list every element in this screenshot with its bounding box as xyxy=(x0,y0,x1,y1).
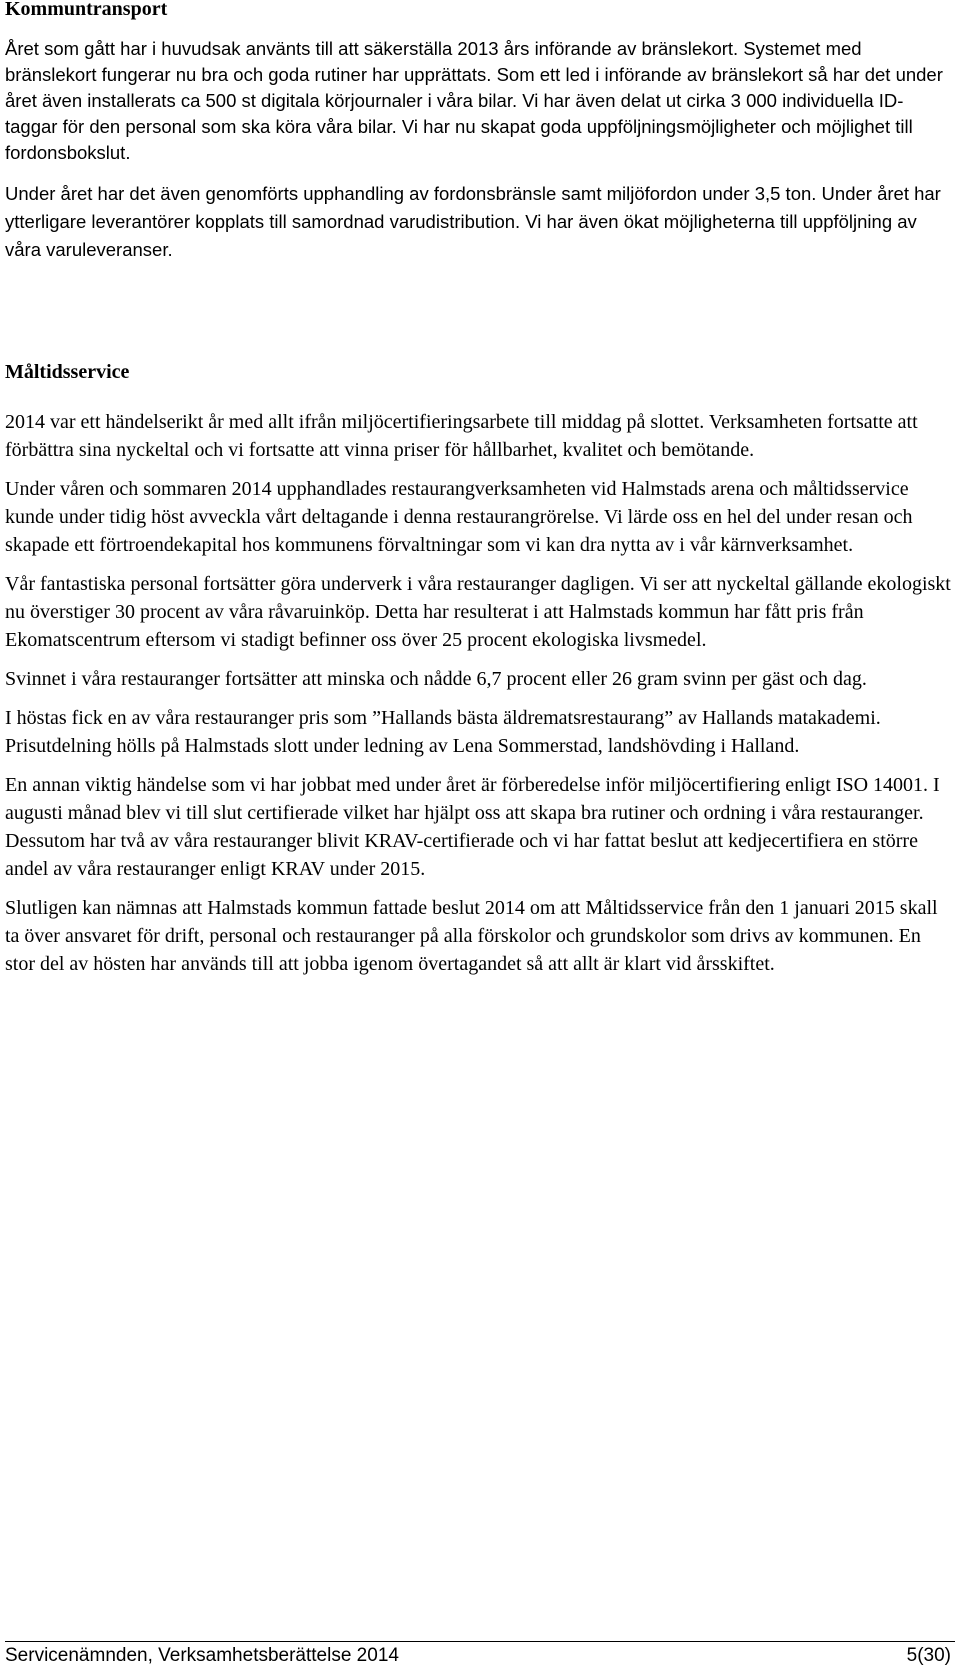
paragraph: Under våren och sommaren 2014 upphandlades restaurangverksamheten vid Halmstads arena och måltidsservice kunde under tidig höst avveckla vårt deltagande i denna restaurangrörelse. Vi lärde oss en hel del under resan och skapade ett förtroendekapital hos kommunens förvaltningar som vi kan dra nytta av i vår kärnverksamhet. xyxy=(5,478,913,556)
page-footer xyxy=(5,1641,955,1668)
footer-page-number: 5(30) xyxy=(906,1645,951,1666)
paragraph: I höstas fick en av våra restauranger pris som ”Hallands bästa äldrematsrestaurang” av Hallands matakademi. Prisutdelning hölls på Halmstads slott under ledning av Lena Sommerstad, landshövding i Halland. xyxy=(5,707,881,757)
section-heading: Kommuntransport xyxy=(5,0,168,20)
paragraph: 2014 var ett händelserikt år med allt ifrån miljöcertifieringsarbete till middag på slottet. Verksamheten fortsatte att förbättra sina nyckeltal och vi fortsatte att vinna priser för hållbarhet, kvalitet och bemötande. xyxy=(5,411,918,461)
paragraph: En annan viktig händelse som vi har jobbat med under året är förberedelse inför miljöcertifiering enligt ISO 14001. I augusti månad blev vi till slut certifierade vilket har hjälpt oss att skapa bra rutiner och ordning i våra restauranger. Dessutom har två av våra restauranger blivit KRAV-certifierade och vi har fattat beslut att kedjecertifiera en större andel av våra restauranger enligt KRAV under 2015. xyxy=(5,774,940,880)
paragraph: Under året har det även genomförts upphandling av fordonsbränsle samt miljöfordon under 3,5 ton. Under året har ytterligare leverantörer kopplats till samordnad varudistribution. Vi har även ökat möjligheterna till uppföljning av våra varuleveranser. xyxy=(5,183,941,260)
section-heading: Måltidsservice xyxy=(5,361,130,383)
paragraph: Svinnet i våra restauranger fortsätter att minska och nådde 6,7 procent eller 26 gram svinn per gäst och dag. xyxy=(5,668,867,690)
section-maltidsservice xyxy=(5,408,955,989)
paragraph: Slutligen kan nämnas att Halmstads kommun fattade beslut 2014 om att Måltidsservice från den 1 januari 2015 skall ta över ansvaret för drift, personal och restauranger på alla förskolor och grundskolor som drivs av kommunen. En stor del av hösten har används till att jobba igenom övertagandet så att allt är klart vid årsskiftet. xyxy=(5,897,938,975)
paragraph: Vår fantastiska personal fortsätter göra underverk i våra restauranger dagligen. Vi ser att nyckeltal gällande ekologiskt nu överstiger 30 procent av våra råvaruinköp. Detta har resulterat i att Halmstads kommun har fått pris från Ekomatscentrum eftersom vi stadigt befinner oss över 25 procent ekologiska livsmedel. xyxy=(5,573,951,651)
footer-document-title: Servicenämnden, Verksamhetsberättelse 2014 xyxy=(5,1645,399,1666)
paragraph: Året som gått har i huvudsak använts till att säkerställa 2013 års införande av bränslekort. Systemet med bränslekort fungerar nu bra och goda rutiner har upprättats. Som ett led i införande av bränslekort så har det under året även installerats ca 500 st digitala körjournaler i våra bilar. Vi har även delat ut cirka 3 000 individuella ID-taggar för den personal som ska köra våra bilar. Vi har nu skapat goda uppföljningsmöjligheter och möjlighet till fordonsbokslut. xyxy=(5,38,943,163)
